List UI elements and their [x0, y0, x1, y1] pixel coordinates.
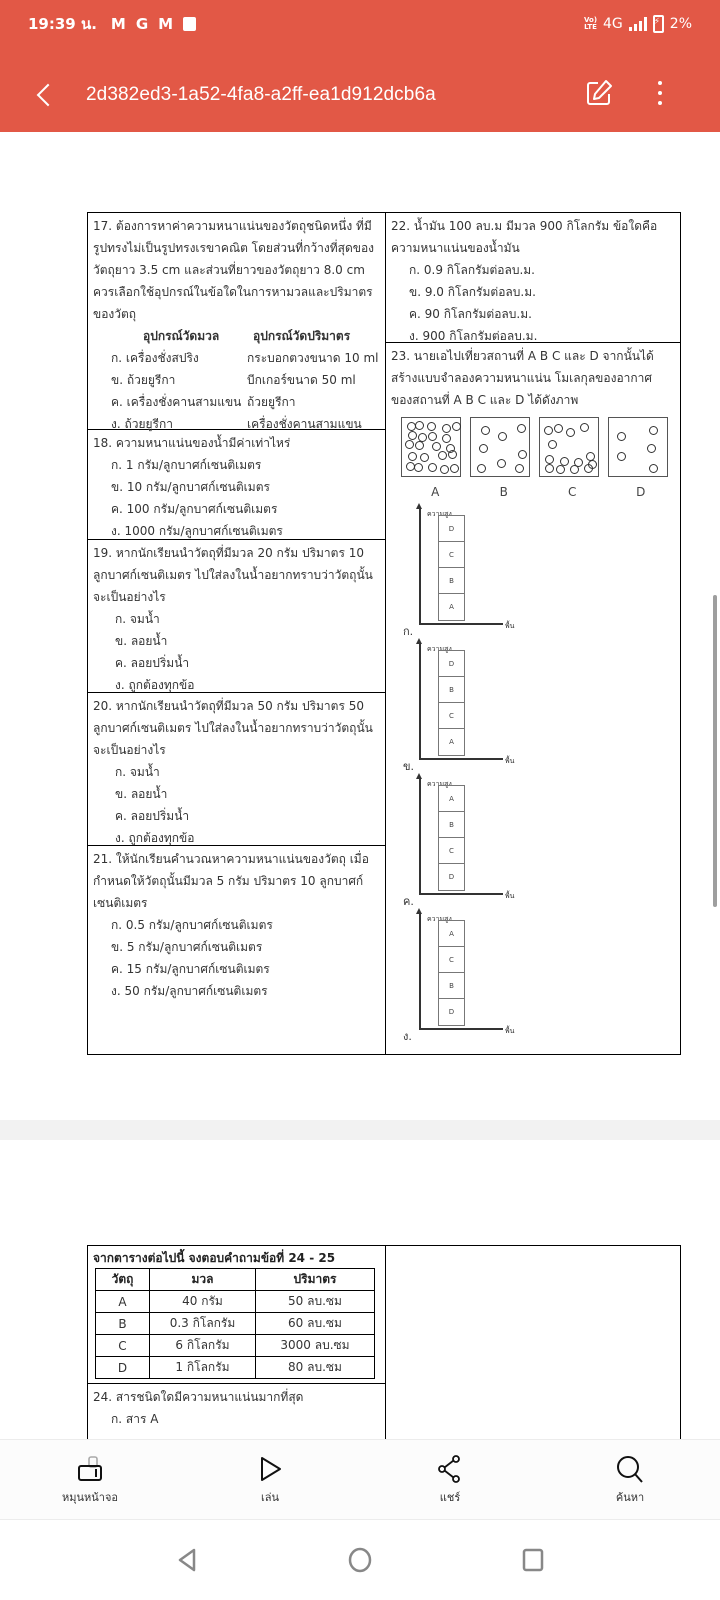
layer-stack	[438, 515, 465, 621]
y-axis	[419, 777, 421, 893]
search-icon	[615, 1454, 645, 1484]
document-page-1	[87, 212, 681, 1055]
question-24	[88, 1383, 385, 1430]
question-text: 24. สารชนิดใดมีความหนาแน่นมากที่สุด	[93, 1390, 304, 1404]
question-text: 22. น้ำมัน 100 ลบ.ม มีมวล 900 กิโลกรัม ข้อใดคือความหนาแน่นของน้ำมัน	[391, 219, 658, 255]
document-viewport[interactable]	[0, 132, 720, 1439]
layer-cell: A	[439, 786, 464, 812]
molecule-icon	[566, 428, 575, 437]
x-axis-label: พื้น	[505, 622, 515, 630]
layer-cell: C	[439, 838, 464, 864]
table-row	[96, 1357, 375, 1379]
play-button[interactable]	[180, 1440, 360, 1519]
question-text: 21. ให้นักเรียนคำนวณหาความหนาแน่นของวัตถุ เมื่อกำหนดให้วัตถุนั้นมีมวล 5 กรัม ปริมาตร 10 ลูกบาศก์เซนติเมตร	[93, 852, 369, 910]
molecule-model-label: B	[499, 485, 508, 499]
stack-choice-graph	[405, 503, 675, 638]
stack-choice-graph	[405, 638, 675, 773]
option: ข. 9.0 กิโลกรัมต่อลบ.ม.	[409, 285, 536, 299]
mass-column-header: อุปกรณ์วัดมวล	[143, 329, 220, 343]
option: ค. ลอยปริ่มน้ำ	[115, 656, 190, 670]
molecule-icon	[545, 464, 554, 473]
volte-icon: Vo) LTE	[583, 16, 598, 31]
table-row	[96, 1313, 375, 1335]
play-icon	[255, 1454, 285, 1484]
option: ก. 0.5 กรัม/ลูกบาศก์เซนติเมตร	[111, 918, 273, 932]
choice-label: ก.	[403, 625, 414, 638]
play-label: เล่น	[260, 1491, 280, 1504]
table-header-row	[96, 1269, 375, 1291]
option-volume: เครื่องชั่งคานสามแขน	[247, 417, 362, 431]
option: ค. 100 กรัม/ลูกบาศก์เซนติเมตร	[111, 502, 278, 516]
battery-icon	[653, 15, 664, 33]
question-22	[386, 213, 680, 343]
question-text: 17. ต้องการหาค่าความหนาแน่นของวัตถุชนิดหนึ่ง ที่มีรูปทรงไม่เป็นรูปทรงเรขาคณิต โดยส่วนที่กว้างที่สุดของวัตถุยาว 3.5 cm และส่วนที่ยาวของวัตถุยาว 8.0 cm ควรเลือกใช้อุปกรณ์ในข้อใดในการหามวลและปริมาตรของวัตถุ	[93, 219, 375, 321]
google-icon: G	[135, 15, 149, 33]
molecule-model-label: D	[636, 485, 646, 499]
volume-column-header: อุปกรณ์วัดปริมาตร	[253, 329, 351, 343]
battery-level: 2%	[669, 16, 692, 32]
molecule-model-a	[401, 417, 461, 477]
molecule-icon	[617, 432, 626, 441]
x-axis	[419, 893, 503, 895]
option: ข. 10 กรัม/ลูกบาศก์เซนติเมตร	[111, 480, 270, 494]
layer-cell: B	[439, 677, 464, 703]
share-label: แชร์	[439, 1491, 461, 1504]
left-column	[88, 213, 386, 1054]
question-text: 19. หากนักเรียนนำวัตถุที่มีมวล 20 กรัม ปริมาตร 10 ลูกบาศก์เซนติเมตร ไปใส่ลงในน้ำอยากทราบว่าวัตถุนั้นจะเป็นอย่างไร	[93, 546, 373, 604]
molecule-icon	[518, 450, 527, 459]
gmail-icon: M	[158, 15, 174, 33]
scrollbar[interactable]	[713, 595, 717, 907]
table-cell: B	[96, 1313, 150, 1335]
choice-label: ง.	[403, 1030, 412, 1043]
layer-cell: D	[448, 1008, 455, 1016]
x-axis	[419, 1028, 503, 1030]
layer-cell: A	[449, 603, 454, 611]
molecule-icon	[438, 451, 447, 460]
table-cell: C	[96, 1335, 150, 1357]
option: ก. สาร A	[111, 1412, 159, 1426]
question-23	[386, 343, 680, 1043]
y-axis	[419, 642, 421, 758]
molecule-model-d	[608, 417, 668, 477]
molecule-icon	[479, 444, 488, 453]
more-options-button[interactable]	[650, 78, 670, 108]
share-button[interactable]	[360, 1440, 540, 1519]
x-axis-label: พื้น	[505, 1027, 515, 1035]
molecule-icon	[580, 423, 589, 432]
molecule-icon	[408, 431, 417, 440]
molecule-icon	[556, 465, 565, 474]
status-bar	[28, 12, 692, 36]
system-navigation-bar	[0, 1520, 720, 1600]
layer-stack	[438, 650, 465, 756]
question-19	[88, 540, 385, 693]
molecule-model-label: A	[431, 485, 440, 499]
y-axis	[419, 507, 421, 623]
molecule-icon	[432, 442, 441, 451]
molecule-icon	[420, 453, 429, 462]
y-axis-label: ความสูง	[427, 645, 452, 653]
molecule-icon	[414, 463, 423, 472]
edit-icon	[584, 78, 614, 108]
molecule-icon	[649, 464, 658, 473]
option	[93, 369, 380, 391]
molecule-icon	[617, 452, 626, 461]
dot-icon	[658, 101, 662, 105]
rotate-screen-icon	[75, 1454, 105, 1484]
molecule-icon	[405, 440, 414, 449]
option	[93, 347, 380, 369]
molecule-model-label: C	[568, 485, 577, 499]
molecule-model-c	[539, 417, 599, 477]
table-heading: จากตารางต่อไปนี้ จงตอบคำถามข้อที่ 24 - 25	[93, 1251, 336, 1265]
table-row	[96, 1291, 375, 1313]
option-mass: ค. เครื่องชั่งคานสามแขน	[111, 395, 242, 409]
question-text: 23. นายเอไปเที่ยวสถานที่ A B C และ D จากนั้นได้สร้างแบบจำลองความหนาแน่น โมเลกุลของอากาศ ของสถานที่ A B C และ D ได้ดังภาพ	[391, 349, 654, 407]
option-volume: บีกเกอร์ขนาด 50 ml	[247, 373, 356, 387]
document-title: 2d382ed3-1a52-4fa8-a2ff-ea1d912dcb6a	[86, 84, 436, 105]
option: ข. ลอยน้ำ	[115, 787, 168, 801]
molecule-icon	[570, 465, 579, 474]
network-type: 4G	[603, 16, 623, 32]
molecule-icon	[415, 441, 424, 450]
right-column	[386, 1246, 680, 1439]
option-volume: ถ้วยยูรีกา	[247, 395, 296, 409]
gmail-icon: M	[110, 15, 126, 33]
table-cell: 1 กิโลกรัม	[150, 1357, 256, 1379]
molecule-icon	[545, 455, 554, 464]
option: ข. 5 กรัม/ลูกบาศก์เซนติเมตร	[111, 940, 263, 954]
molecule-icon	[428, 463, 437, 472]
molecule-icon	[497, 459, 506, 468]
signal-icon	[629, 17, 647, 31]
y-axis-label: ความสูง	[427, 915, 452, 923]
table-row	[96, 1335, 375, 1357]
question-18	[88, 430, 385, 540]
nav-recents-button[interactable]	[513, 1540, 553, 1580]
share-icon	[435, 1454, 465, 1484]
table-cell: 0.3 กิโลกรัม	[150, 1313, 256, 1335]
table-cell: A	[96, 1291, 150, 1313]
notification-icons	[111, 15, 196, 33]
y-axis-label: ความสูง	[427, 780, 452, 788]
question-text: 18. ความหนาแน่นของน้ำมีค่าเท่าไหร่	[93, 436, 291, 450]
option: ง. 50 กรัม/ลูกบาศก์เซนติเมตร	[111, 984, 268, 998]
molecule-icon	[477, 464, 486, 473]
molecule-model-b	[470, 417, 530, 477]
nav-back-button[interactable]	[167, 1540, 207, 1580]
bottom-toolbar	[0, 1439, 720, 1520]
molecule-icon	[481, 426, 490, 435]
status-time: 19:39 น.	[28, 15, 97, 33]
search-label: ค้นหา	[615, 1491, 645, 1504]
table-cell: 6 กิโลกรัม	[150, 1335, 256, 1357]
molecule-icon	[442, 434, 451, 443]
question-17	[88, 213, 385, 430]
layer-cell: C	[439, 542, 464, 568]
rotate-screen-label: หมุนหน้าจอ	[61, 1491, 119, 1504]
nav-home-button[interactable]	[340, 1540, 380, 1580]
table-cell: 3000 ลบ.ซม	[256, 1335, 375, 1357]
layer-cell: C	[439, 947, 464, 973]
molecule-icon	[517, 424, 526, 433]
column-header: ปริมาตร	[256, 1269, 375, 1291]
nav-recents-icon	[521, 1547, 545, 1573]
molecule-icon	[428, 432, 437, 441]
search-button[interactable]	[540, 1440, 720, 1519]
nav-home-icon	[347, 1547, 373, 1573]
layer-cell: D	[439, 651, 464, 677]
question-text: 20. หากนักเรียนนำวัตถุที่มีมวล 50 กรัม ปริมาตร 50 ลูกบาศก์เซนติเมตร ไปใส่ลงในน้ำอยากทราบว่าวัตถุนั้นจะเป็นอย่างไร	[93, 699, 373, 757]
option: ค. 15 กรัม/ลูกบาศก์เซนติเมตร	[111, 962, 270, 976]
molecule-icon	[647, 444, 656, 453]
option: ค. ลอยปริ่มน้ำ	[115, 809, 190, 823]
layer-cell: D	[439, 516, 464, 542]
table-cell: D	[96, 1357, 150, 1379]
stack-choice-graph	[405, 773, 675, 908]
molecule-icon	[548, 440, 557, 449]
layer-cell: B	[439, 812, 464, 838]
molecule-icon	[515, 464, 524, 473]
molecule-icon	[408, 452, 417, 461]
option: ง. 1000 กรัม/ลูกบาศก์เซนติเมตร	[111, 524, 283, 538]
system-icons	[584, 15, 692, 33]
back-button[interactable]	[30, 80, 60, 110]
molecule-icon	[448, 450, 457, 459]
molecule-icon	[427, 422, 436, 431]
option-mass: ง. ถ้วยยูรีกา	[111, 417, 174, 431]
layer-stack	[438, 785, 465, 891]
molecule-icon	[554, 424, 563, 433]
layer-cell: B	[439, 973, 464, 999]
option-volume: กระบอกตวงขนาด 10 ml	[247, 351, 379, 365]
molecule-icon	[415, 421, 424, 430]
left-column	[88, 1246, 386, 1439]
molecule-icon	[440, 465, 449, 474]
page-separator	[0, 1120, 720, 1140]
column-header: วัตถุ	[96, 1269, 150, 1291]
table-cell: 60 ลบ.ซม	[256, 1313, 375, 1335]
option: ง. ถูกต้องทุกข้อ	[115, 678, 195, 692]
layer-cell: A	[439, 921, 464, 947]
nav-back-icon	[175, 1547, 199, 1573]
molecule-model-labels	[391, 477, 675, 503]
density-table	[95, 1268, 375, 1379]
option: ง. 900 กิโลกรัมต่อลบ.ม.	[409, 329, 538, 343]
molecule-icon	[442, 424, 451, 433]
x-axis	[419, 758, 503, 760]
option: ก. จมน้ำ	[115, 765, 160, 779]
option: ค. 90 กิโลกรัมต่อลบ.ม.	[409, 307, 532, 321]
edit-button[interactable]	[584, 78, 614, 108]
option-mass: ข. ถ้วยยูรีกา	[111, 373, 176, 387]
table-body	[96, 1291, 375, 1379]
right-column	[386, 213, 680, 1054]
layer-cell: D	[448, 873, 455, 881]
y-axis-label: ความสูง	[427, 510, 452, 518]
molecule-models	[391, 411, 675, 477]
document-page-2	[87, 1245, 681, 1439]
app-bar	[0, 70, 720, 120]
dot-icon	[658, 91, 662, 95]
choice-label: ค.	[403, 895, 414, 908]
molecule-icon	[452, 422, 461, 431]
question-20	[88, 693, 385, 846]
stack-choice-graphs	[391, 503, 675, 1043]
y-axis	[419, 912, 421, 1028]
molecule-icon	[450, 464, 459, 473]
dot-icon	[658, 81, 662, 85]
x-axis	[419, 623, 503, 625]
option	[93, 391, 380, 413]
question-21	[88, 846, 385, 1002]
x-axis-label: พื้น	[505, 892, 515, 900]
layer-cell: A	[449, 738, 454, 746]
option-mass: ก. เครื่องชั่งสปริง	[111, 351, 199, 365]
column-header: มวล	[150, 1269, 256, 1291]
molecule-icon	[588, 460, 597, 469]
layer-cell: C	[439, 703, 464, 729]
x-axis-label: พื้น	[505, 757, 515, 765]
layer-cell: B	[439, 568, 464, 594]
option: ก. 0.9 กิโลกรัมต่อลบ.ม.	[409, 263, 535, 277]
option: ก. 1 กรัม/ลูกบาศก์เซนติเมตร	[111, 458, 262, 472]
top-bar	[0, 0, 720, 132]
option: ก. จมน้ำ	[115, 612, 160, 626]
option: ง. ถูกต้องทุกข้อ	[115, 831, 195, 845]
molecule-icon	[498, 432, 507, 441]
rotate-screen-button[interactable]	[0, 1440, 180, 1519]
stack-choice-graph	[405, 908, 675, 1043]
option: ข. ลอยน้ำ	[115, 634, 168, 648]
table-cell: 80 ลบ.ซม	[256, 1357, 375, 1379]
molecule-icon	[544, 426, 553, 435]
table-cell: 50 ลบ.ซม	[256, 1291, 375, 1313]
equipment-header	[93, 325, 380, 347]
table-cell: 40 กรัม	[150, 1291, 256, 1313]
layer-stack	[438, 920, 465, 1026]
app-icon	[183, 17, 196, 31]
choice-label: ข.	[403, 760, 415, 773]
molecule-icon	[649, 426, 658, 435]
